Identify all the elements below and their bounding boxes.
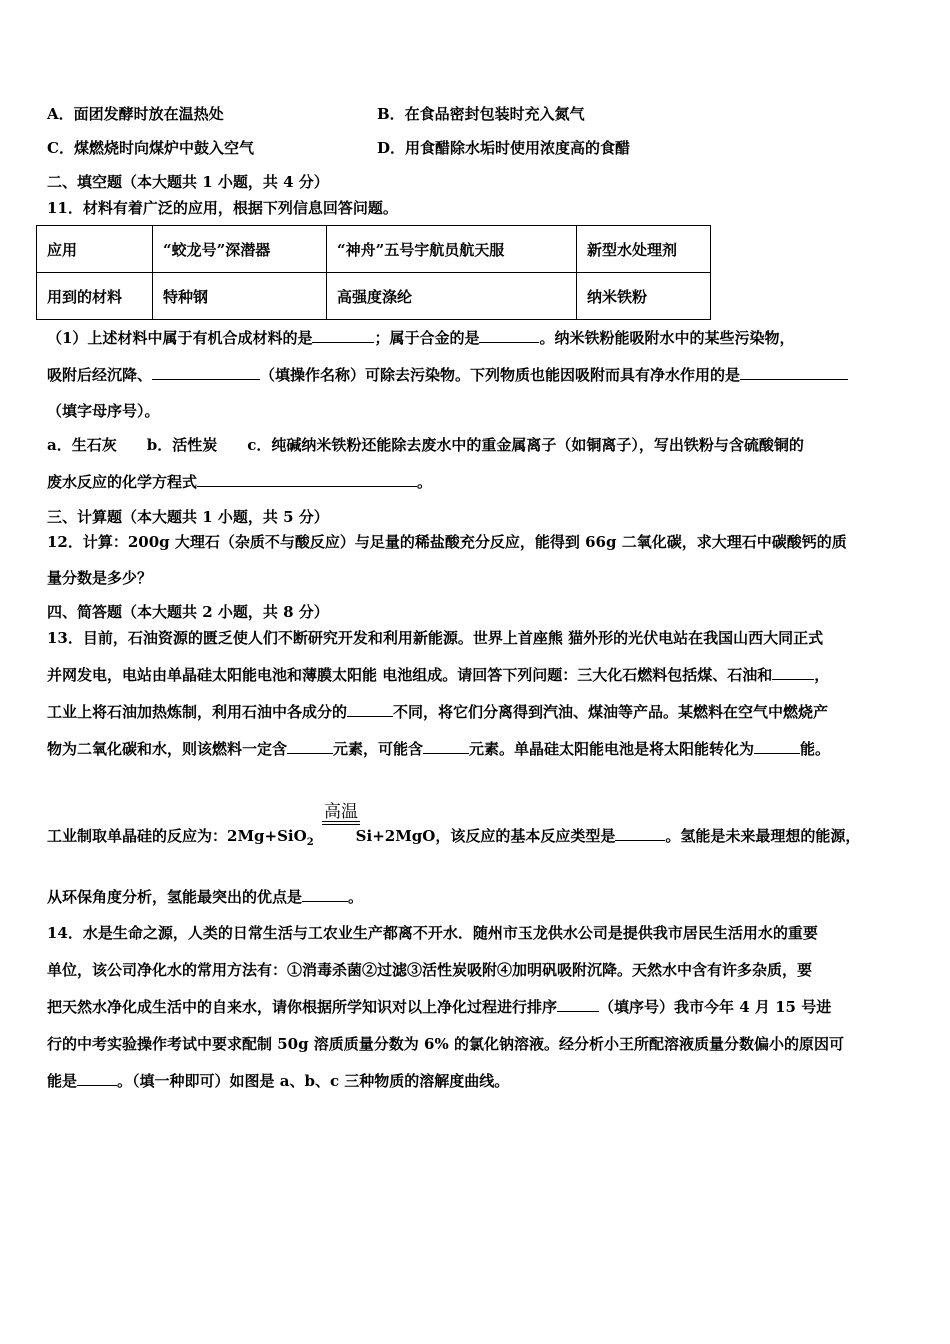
q14-line-5	[47, 1070, 509, 1091]
materials-table	[36, 225, 711, 320]
q14-line-1: 14．水是生命之源，人类的日常生活与工农业生产都离不开水．随州市玉龙供水公司是提供我市居民生活用水的重要	[47, 924, 818, 942]
text: （1）上述材料中属于有机合成材料的是	[47, 329, 313, 347]
q11-line-5	[47, 471, 432, 492]
answer-blank[interactable]	[557, 998, 599, 1012]
text: 能。	[800, 740, 831, 758]
answer-blank[interactable]	[754, 740, 800, 754]
answer-blank[interactable]	[197, 473, 417, 487]
text: 不同，将它们分离得到汽油、煤油等产品。某燃料在空气中燃烧产	[393, 703, 829, 721]
section-4-heading: 四、简答题（本大题共 2 小题，共 8 分）	[47, 603, 329, 621]
table-cell: 高强度涤纶	[327, 273, 577, 320]
section-3-heading: 三、计算题（本大题共 1 小题，共 5 分）	[47, 508, 329, 526]
text: Si+2MgO，该反应的基本反应类型是	[355, 827, 616, 845]
text: 元素。单晶硅太阳能电池是将太阳能转化为	[469, 740, 755, 758]
reaction-condition: 高温	[324, 802, 358, 822]
answer-blank[interactable]	[347, 703, 393, 717]
text: 工业上将石油加热炼制，利用石油中各成分的	[47, 703, 348, 721]
table-cell: 用到的材料	[37, 273, 153, 320]
table-cell: 新型水处理剂	[577, 226, 711, 273]
answer-blank[interactable]	[77, 1072, 117, 1086]
table-row	[37, 273, 711, 320]
table-row	[37, 226, 711, 273]
table-cell: “神舟”五号宇航员航天服	[327, 226, 577, 273]
answer-blank[interactable]	[152, 366, 260, 380]
text: 吸附后经沉降、	[47, 366, 153, 384]
q14-line-2: 单位，该公司净化水的常用方法有：①消毒杀菌②过滤③活性炭吸附④加明矾吸附沉降。天然水中含有许多杂质，要	[47, 961, 813, 979]
option-a: A．面团发酵时放在温热处	[47, 105, 224, 123]
text: 。	[417, 473, 433, 491]
text: 并网发电，电站由单晶硅太阳能电池和薄膜太阳能 电池组成。请回答下列问题：三大化石燃料包括煤、石油和	[47, 666, 773, 684]
answer-blank[interactable]	[312, 329, 374, 343]
answer-blank[interactable]	[479, 329, 539, 343]
q14-line-3	[47, 996, 831, 1017]
q13-line-6	[47, 886, 363, 907]
section-2-heading: 二、填空题（本大题共 1 小题，共 4 分）	[47, 173, 329, 191]
text: ；属于合金的是	[374, 329, 480, 347]
table-cell: “蛟龙号”深潜器	[153, 226, 327, 273]
q12-line-2: 量分数是多少？	[47, 569, 153, 587]
option-c: C．煤燃烧时向煤炉中鼓入空气	[47, 139, 254, 157]
table-cell: 应用	[37, 226, 153, 273]
q13-line-2	[47, 664, 829, 685]
text: （填操作名称）可除去污染物。下列物质也能因吸附而具有净水作用的是	[260, 366, 741, 384]
text: 。氢能是未来最理想的能源，	[665, 827, 861, 845]
text: 。	[348, 888, 364, 906]
table-cell: 纳米铁粉	[577, 273, 711, 320]
text: 。（填一种即可）如图是 a、b、c 三种物质的溶解度曲线。	[117, 1072, 510, 1090]
q11-line-3: （填字母序号）。	[47, 402, 160, 420]
q13-line-3	[47, 701, 828, 722]
q11-line-1	[47, 327, 794, 348]
text: 把天然水净化成生活中的自来水，请你根据所学知识对以上净化过程进行排序	[47, 998, 558, 1016]
text: （填序号）我市今年 4 月 15 号进	[599, 998, 832, 1016]
answer-blank[interactable]	[615, 827, 665, 841]
answer-blank[interactable]	[740, 366, 848, 380]
option-b: B．在食品密封包装时充入氮气	[377, 105, 585, 123]
q14-line-4: 行的中考实验操作考试中要求配制 50g 溶质质量分数为 6% 的氯化钠溶液。经分析小王所配溶液质量分数偏小的原因可	[47, 1035, 844, 1053]
question-11-stem: 11．材料有着广泛的应用，根据下列信息回答问题。	[47, 199, 398, 217]
text: 。纳米铁粉能吸附水中的某些污染物，	[539, 329, 795, 347]
text: 元素，可能含	[333, 740, 424, 758]
q13-line-4	[47, 738, 830, 759]
answer-blank[interactable]	[772, 666, 814, 680]
q12-line-1: 12．计算：200g 大理石（杂质不与酸反应）与足量的稀盐酸充分反应，能得到 66g 二氧化碳，求大理石中碳酸钙的质	[47, 533, 847, 551]
answer-blank[interactable]	[287, 740, 333, 754]
text: 废水反应的化学方程式	[47, 473, 198, 491]
q11-line-2	[47, 364, 848, 385]
text: 物为二氧化碳和水，则该燃料一定含	[47, 740, 288, 758]
text: 能是	[47, 1072, 78, 1090]
q13-line-5	[47, 825, 860, 848]
q13-line-1: 13．目前，石油资源的匮乏使人们不断研究开发和利用新能源。世界上首座熊 猫外形的光伏电站在我国山西大同正式	[47, 629, 824, 647]
text: 从环保角度分析，氢能最突出的优点是	[47, 888, 303, 906]
subscript: 2	[306, 837, 314, 848]
option-d: D．用食醋除水垢时使用浓度高的食醋	[377, 139, 631, 157]
answer-blank[interactable]	[302, 888, 348, 902]
text: ，	[814, 666, 830, 684]
reaction-equals-line	[322, 821, 360, 822]
table-cell: 特种钢	[153, 273, 327, 320]
text: 工业制取单晶硅的反应为：2Mg+SiO	[47, 827, 307, 845]
q11-line-4: a．生石灰 b．活性炭 c．纯碱纳米铁粉还能除去废水中的重金属离子（如铜离子），写出铁粉与含硫酸铜的	[47, 436, 804, 454]
answer-blank[interactable]	[423, 740, 469, 754]
